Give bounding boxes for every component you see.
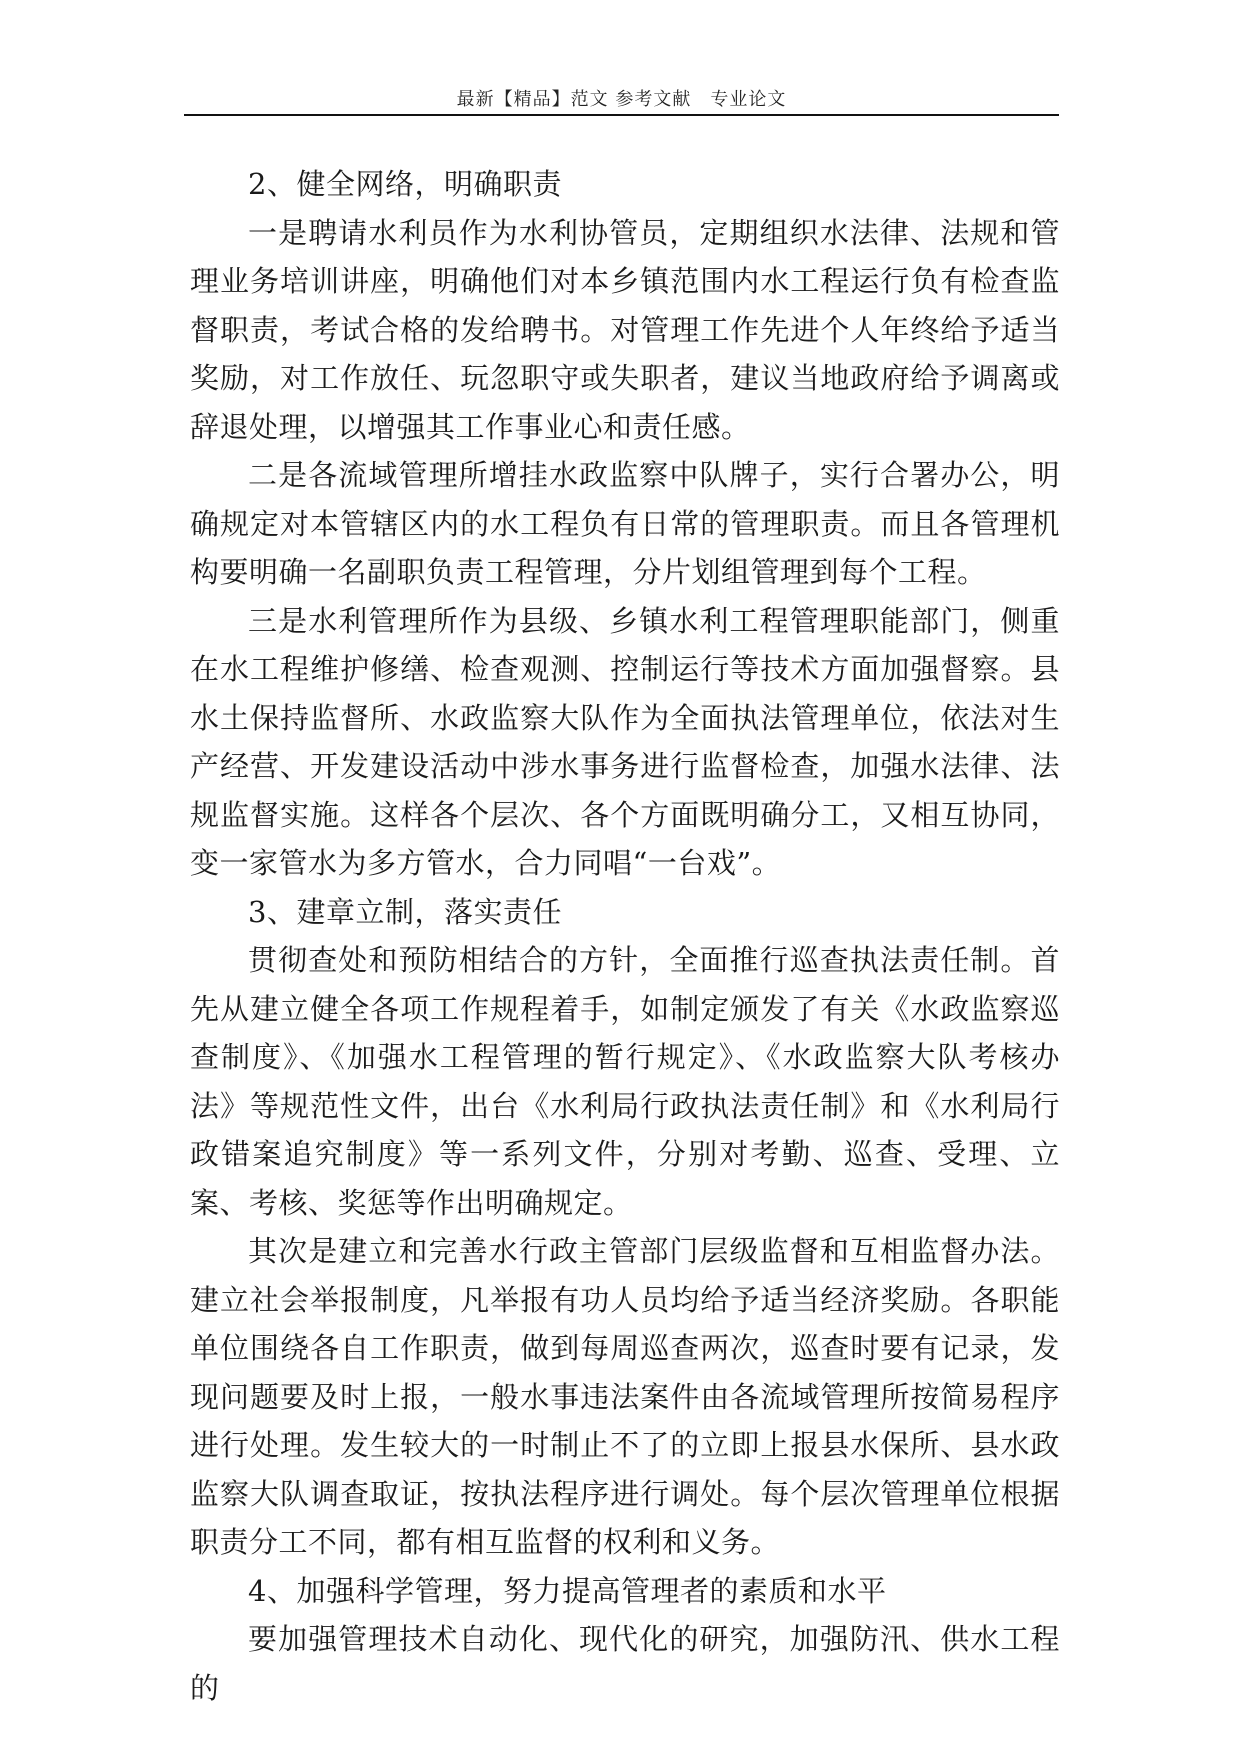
paragraph: 贯彻查处和预防相结合的方针，全面推行巡查执法责任制。首先从建立健全各项工作规程着手，如制定颁发了有关《水政监察巡查制度》、《加强水工程管理的暂行规定》、《水政监察大队考核办法》等规范性文件，出台《水利局行政执法责任制》和《水利局行政错案追究制度》等一系列文件，分别对考勤、巡查、受理、立案、考核、奖惩等作出明确规定。 (190, 943, 1060, 1220)
section-heading: 3、建章立制，落实责任 (248, 894, 562, 929)
section-heading: 2、健全网络，明确职责 (248, 167, 562, 201)
paragraph: 一是聘请水利员作为水利协管员，定期组织水法律、法规和管理业务培训讲座，明确他们对本乡镇范围内水工程运行负有检查监督职责，考试合格的发给聘书。对管理工作先进个人年终给予适当奖励，对工作放任、玩忽职守或失职者，建议当地政府给予调离或辞退处理，以增强其工作事业心和责任感。 (190, 215, 1060, 444)
paragraph: 其次是建立和完善水行政主管部门层级监督和互相监督办法。建立社会举报制度，凡举报有功人员均给予适当经济奖励。各职能单位围绕各自工作职责，做到每周巡查两次，巡查时要有记录，发现问题要及时上报，一般水事违法案件由各流域管理所按简易程序进行处理。发生较大的一时制止不了的立即上报县水保所、县水政监察大队调查取证，按执法程序进行调处。每个层次管理单位根据职责分工不同，都有相互监督的权利和义务。 (190, 1234, 1060, 1559)
document-body (190, 160, 1060, 1712)
section-heading: 4、加强科学管理，努力提高管理者的素质和水平 (248, 1573, 887, 1608)
paragraph: 二是各流域管理所增挂水政监察中队牌子，实行合署办公，明确规定对本管辖区内的水工程负有日常的管理职责。而且各管理机构要明确一名副职负责工程管理，分片划组管理到每个工程。 (190, 458, 1060, 589)
header-divider (184, 114, 1059, 116)
page-header: 最新【精品】范文 参考文献 专业论文 (456, 89, 787, 110)
paragraph: 三是水利管理所作为县级、乡镇水利工程管理职能部门，侧重在水工程维护修缮、检查观测、控制运行等技术方面加强督察。县水土保持监督所、水政监察大队作为全面执法管理单位，依法对生产经营、开发建设活动中涉水事务进行监督检查，加强水法律、法规监督实施。这样各个层次、各个方面既明确分工，又相互协同，变一家管水为多方管水，合力同唱“一台戏”。 (190, 603, 1060, 880)
paragraph: 要加强管理技术自动化、现代化的研究，加强防汛、供水工程的 (190, 1622, 1060, 1705)
